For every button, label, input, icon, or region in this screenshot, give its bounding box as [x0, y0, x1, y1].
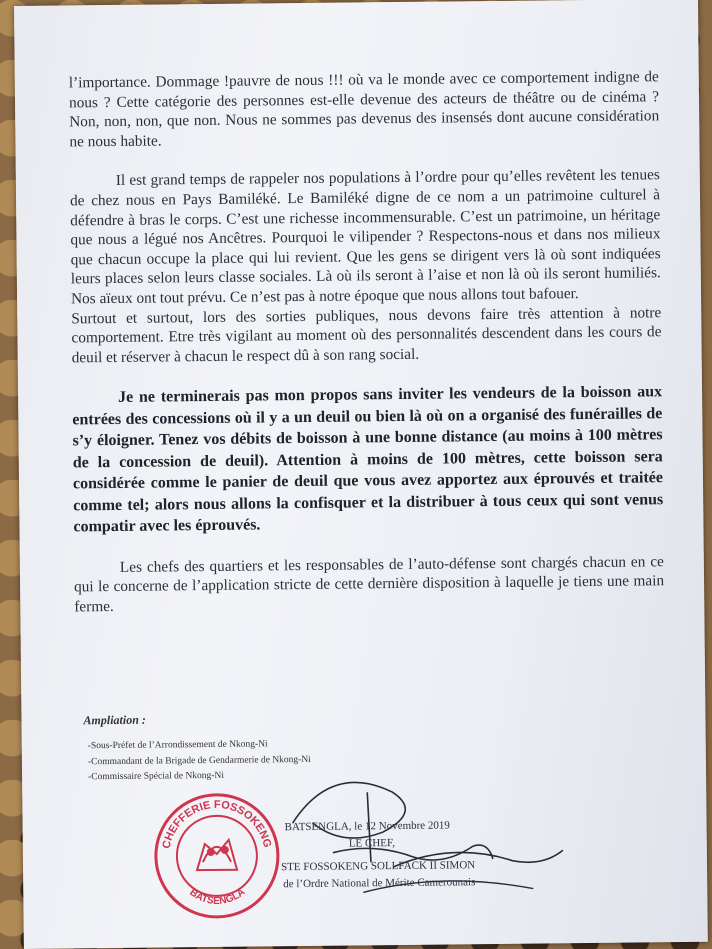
document-page — [14, 0, 708, 949]
stamp-text-bottom: BATSENGLA — [187, 886, 248, 907]
paragraph-1: l’importance. Dommage !pauvre de nous !!! où va le monde avec ce comportement indigne de nous ? Cette catégorie des personnes est-elle devenue des acteurs de théâtre ou de cinéma ? Non, non, non, que non. Nous ne sommes pas devenus des insensés dont aucune considération ne nous habite. — [68, 68, 660, 151]
place-date: BATSENGLA, le 12 Novembre 2019 — [284, 819, 450, 834]
chef-label: LE CHEF, — [348, 837, 396, 850]
ampliation-heading: Ampliation : — [83, 712, 146, 728]
document-body — [69, 67, 665, 637]
cc-item: -Commandant de la Brigade de Gendarmerie de Nkong-Ni — [87, 754, 311, 767]
cc-item: -Sous-Préfet de l’Arrondissement de Nkong-Ni — [87, 739, 268, 752]
signatory-name: STE FOSSOKENG SOLLFACK II SIMON — [280, 859, 476, 874]
svg-text:CHEFFERIE FOSSOKENG — [160, 798, 273, 850]
paragraph-4: Je ne terminerais pas mon propos sans inviter les vendeurs de la boisson aux entrées des concessions où il y a un deuil ou bien là où on a organisé des funérailles de s’y éloigner. Tenez vos débits de boisson à une bonne distance (au moins à 100 mètres de la concession de deuil). Attention à moins de 100 mètres, cette boisson sera considérée comme le panier de deuil que vous avez apportez aux éprouvés et traitée comme tel; alors nous allons la confisquer et la distribuer à tous ceux qui sont venus compatir avec les éprouvés. — [72, 383, 664, 536]
cc-item: -Commissaire Spécial de Nkong-Ni — [88, 770, 225, 783]
signatory-title: de l’Ordre National de Mérite Camerounais — [283, 876, 476, 891]
stamp-text-top: CHEFFERIE FOSSOKENG — [160, 798, 274, 850]
official-stamp — [152, 791, 281, 920]
paragraph-2: Il est grand temps de rappeler nos populations à l’ordre pour qu’elles revêtent les tenues de chez nous en Pays Bamiléké. Le Bamiléké digne de ce nom a un patrimoine culturel à défendre à bras le corps. C’est une richesse incommensurable. C’est un patrimoine, un héritage que nous a légué nos Ancêtres. Pourquoi le vilipender ? Respectons-nous et dans nos milieux que chacun occupe la place qui lui revient. Que les gens se dirigent vers là où sont indiquées leurs places selon leurs classe sociales. Là où ils seront à l’aise et non là où ils seront humiliés. Nos aïeux ont tout prévu. Ce n’est pas à notre époque que nous allons tout bafouer. — [69, 166, 661, 308]
svg-text:BATSENGLA — [187, 887, 247, 908]
paragraph-5: Les chefs des quartiers et les responsables de l’auto-défense sont chargés chacun en ce qui le concerne de l’application stricte de cette dernière disposition à laquelle je tiens une main ferme. — [74, 553, 665, 616]
signature-block — [279, 817, 476, 893]
paragraph-3: Surtout et surtout, lors des sorties publiques, nous devons faire très attention à notre comportement. Etre très vigilant au moment où des personnalités descendent dans les cours de deuil et réserver à chacun le respect dû à son rang social. — [71, 303, 662, 367]
